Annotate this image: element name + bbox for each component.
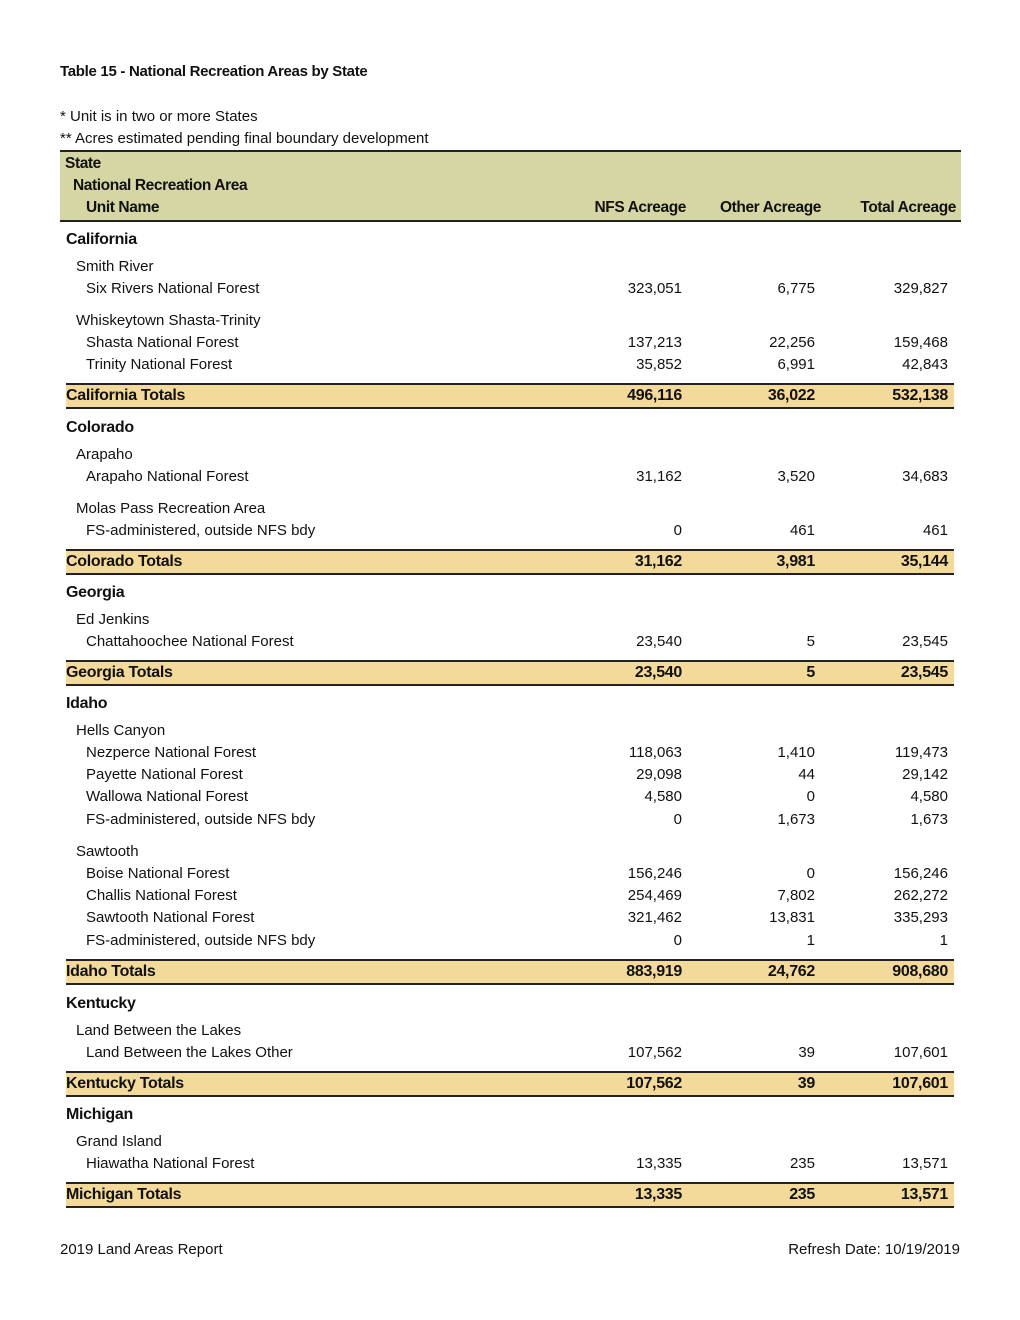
header-unit-name: Unit Name bbox=[86, 199, 160, 216]
nfs-acreage-cell: 323,051 bbox=[627, 280, 682, 297]
total-acreage-cell: 1,673 bbox=[910, 811, 948, 828]
other-acreage-cell: 7,802 bbox=[777, 887, 815, 904]
totals-label: Idaho Totals bbox=[66, 963, 156, 980]
totals-total-acreage: 107,601 bbox=[892, 1075, 948, 1092]
totals-nfs-acreage: 496,116 bbox=[627, 387, 682, 404]
footer-refresh-date: Refresh Date: 10/19/2019 bbox=[788, 1241, 960, 1258]
other-acreage-cell: 1 bbox=[806, 932, 815, 949]
nfs-acreage-cell: 0 bbox=[673, 932, 682, 949]
nfs-acreage-cell: 0 bbox=[673, 811, 682, 828]
other-acreage-cell: 22,256 bbox=[769, 334, 815, 351]
total-acreage-cell: 13,571 bbox=[902, 1155, 948, 1172]
totals-nfs-acreage: 13,335 bbox=[634, 1186, 682, 1203]
total-acreage-cell: 23,545 bbox=[902, 633, 948, 650]
state-heading: Kentucky bbox=[66, 995, 136, 1012]
totals-other-acreage: 235 bbox=[789, 1186, 815, 1203]
other-acreage-cell: 1,410 bbox=[777, 744, 815, 761]
totals-other-acreage: 24,762 bbox=[767, 963, 815, 980]
unit-name: Challis National Forest bbox=[86, 887, 237, 904]
recreation-area-name: Arapaho bbox=[76, 446, 133, 463]
totals-row bbox=[66, 383, 954, 409]
state-heading: Michigan bbox=[66, 1106, 133, 1123]
totals-total-acreage: 23,545 bbox=[900, 664, 948, 681]
unit-name: Wallowa National Forest bbox=[86, 788, 249, 805]
nfs-acreage-cell: 118,063 bbox=[628, 744, 682, 761]
other-acreage-cell: 6,991 bbox=[777, 356, 815, 373]
totals-row bbox=[66, 1182, 954, 1208]
totals-row bbox=[66, 959, 954, 985]
totals-total-acreage: 35,144 bbox=[900, 553, 948, 570]
other-acreage-cell: 5 bbox=[806, 633, 815, 650]
unit-name: FS-administered, outside NFS bdy bbox=[86, 932, 316, 949]
nfs-acreage-cell: 156,246 bbox=[627, 865, 682, 882]
totals-other-acreage: 3,981 bbox=[776, 553, 815, 570]
header-other-acreage: Other Acreage bbox=[719, 199, 821, 216]
total-acreage-cell: 1 bbox=[939, 932, 948, 949]
other-acreage-cell: 0 bbox=[806, 788, 815, 805]
unit-name: Trinity National Forest bbox=[86, 356, 233, 373]
page-title: Table 15 - National Recreation Areas by State bbox=[60, 63, 368, 80]
recreation-area-name: Whiskeytown Shasta-Trinity bbox=[76, 312, 261, 329]
header-nfs-acreage: NFS Acreage bbox=[594, 199, 686, 216]
total-acreage-cell: 461 bbox=[922, 522, 948, 539]
note-acres-estimated: ** Acres estimated pending final boundary development bbox=[60, 130, 429, 147]
totals-total-acreage: 908,680 bbox=[892, 963, 948, 980]
recreation-area-name: Land Between the Lakes bbox=[76, 1022, 242, 1039]
nfs-acreage-cell: 35,852 bbox=[636, 356, 682, 373]
nfs-acreage-cell: 4,580 bbox=[644, 788, 682, 805]
totals-other-acreage: 39 bbox=[797, 1075, 815, 1092]
state-heading: Idaho bbox=[66, 695, 108, 712]
unit-name: Shasta National Forest bbox=[86, 334, 239, 351]
other-acreage-cell: 461 bbox=[789, 522, 815, 539]
totals-label: California Totals bbox=[66, 387, 186, 404]
totals-nfs-acreage: 107,562 bbox=[626, 1075, 682, 1092]
unit-name: Six Rivers National Forest bbox=[86, 280, 260, 297]
unit-name: FS-administered, outside NFS bdy bbox=[86, 811, 316, 828]
header-nra: National Recreation Area bbox=[73, 177, 248, 194]
recreation-area-name: Molas Pass Recreation Area bbox=[76, 500, 266, 517]
state-heading: California bbox=[66, 231, 137, 248]
unit-name: Chattahoochee National Forest bbox=[86, 633, 294, 650]
total-acreage-cell: 42,843 bbox=[902, 356, 948, 373]
nfs-acreage-cell: 137,213 bbox=[627, 334, 682, 351]
state-heading: Colorado bbox=[66, 419, 134, 436]
total-acreage-cell: 159,468 bbox=[893, 334, 948, 351]
other-acreage-cell: 0 bbox=[806, 865, 815, 882]
unit-name: Boise National Forest bbox=[86, 865, 230, 882]
unit-name: FS-administered, outside NFS bdy bbox=[86, 522, 316, 539]
total-acreage-cell: 34,683 bbox=[902, 468, 948, 485]
other-acreage-cell: 39 bbox=[798, 1044, 815, 1061]
footer-report-name: 2019 Land Areas Report bbox=[60, 1241, 223, 1258]
total-acreage-cell: 335,293 bbox=[893, 909, 948, 926]
totals-row bbox=[66, 549, 954, 575]
totals-label: Kentucky Totals bbox=[66, 1075, 184, 1092]
nfs-acreage-cell: 29,098 bbox=[636, 766, 682, 783]
totals-nfs-acreage: 31,162 bbox=[634, 553, 682, 570]
totals-other-acreage: 5 bbox=[806, 664, 815, 681]
unit-name: Land Between the Lakes Other bbox=[86, 1044, 293, 1061]
other-acreage-cell: 3,520 bbox=[777, 468, 815, 485]
total-acreage-cell: 262,272 bbox=[893, 887, 948, 904]
recreation-area-name: Ed Jenkins bbox=[76, 611, 150, 628]
other-acreage-cell: 235 bbox=[789, 1155, 815, 1172]
other-acreage-cell: 13,831 bbox=[769, 909, 815, 926]
recreation-area-name: Smith River bbox=[76, 258, 154, 275]
recreation-area-name: Hells Canyon bbox=[76, 722, 166, 739]
unit-name: Hiawatha National Forest bbox=[86, 1155, 255, 1172]
unit-name: Payette National Forest bbox=[86, 766, 243, 783]
nfs-acreage-cell: 0 bbox=[673, 522, 682, 539]
totals-label: Colorado Totals bbox=[66, 553, 183, 570]
totals-total-acreage: 532,138 bbox=[892, 387, 948, 404]
note-multi-state: * Unit is in two or more States bbox=[60, 108, 258, 125]
nfs-acreage-cell: 13,335 bbox=[636, 1155, 682, 1172]
totals-nfs-acreage: 883,919 bbox=[626, 963, 682, 980]
nfs-acreage-cell: 107,562 bbox=[627, 1044, 682, 1061]
other-acreage-cell: 1,673 bbox=[777, 811, 815, 828]
total-acreage-cell: 119,473 bbox=[894, 744, 948, 761]
nfs-acreage-cell: 254,469 bbox=[627, 887, 682, 904]
totals-row bbox=[66, 660, 954, 686]
total-acreage-cell: 329,827 bbox=[893, 280, 948, 297]
nfs-acreage-cell: 31,162 bbox=[636, 468, 682, 485]
recreation-area-name: Grand Island bbox=[76, 1133, 162, 1150]
totals-label: Michigan Totals bbox=[66, 1186, 182, 1203]
total-acreage-cell: 156,246 bbox=[893, 865, 948, 882]
other-acreage-cell: 6,775 bbox=[777, 280, 815, 297]
totals-row bbox=[66, 1071, 954, 1097]
other-acreage-cell: 44 bbox=[798, 766, 815, 783]
unit-name: Arapaho National Forest bbox=[86, 468, 249, 485]
table-header bbox=[60, 150, 961, 222]
recreation-area-name: Sawtooth bbox=[76, 843, 139, 860]
total-acreage-cell: 107,601 bbox=[893, 1044, 948, 1061]
totals-nfs-acreage: 23,540 bbox=[634, 664, 682, 681]
state-heading: Georgia bbox=[66, 584, 125, 601]
header-total-acreage: Total Acreage bbox=[860, 199, 956, 216]
total-acreage-cell: 4,580 bbox=[910, 788, 948, 805]
totals-label: Georgia Totals bbox=[66, 664, 173, 681]
nfs-acreage-cell: 23,540 bbox=[636, 633, 682, 650]
header-state: State bbox=[65, 155, 101, 172]
totals-other-acreage: 36,022 bbox=[767, 387, 815, 404]
nfs-acreage-cell: 321,462 bbox=[627, 909, 682, 926]
total-acreage-cell: 29,142 bbox=[902, 766, 948, 783]
totals-total-acreage: 13,571 bbox=[900, 1186, 948, 1203]
unit-name: Nezperce National Forest bbox=[86, 744, 257, 761]
unit-name: Sawtooth National Forest bbox=[86, 909, 255, 926]
